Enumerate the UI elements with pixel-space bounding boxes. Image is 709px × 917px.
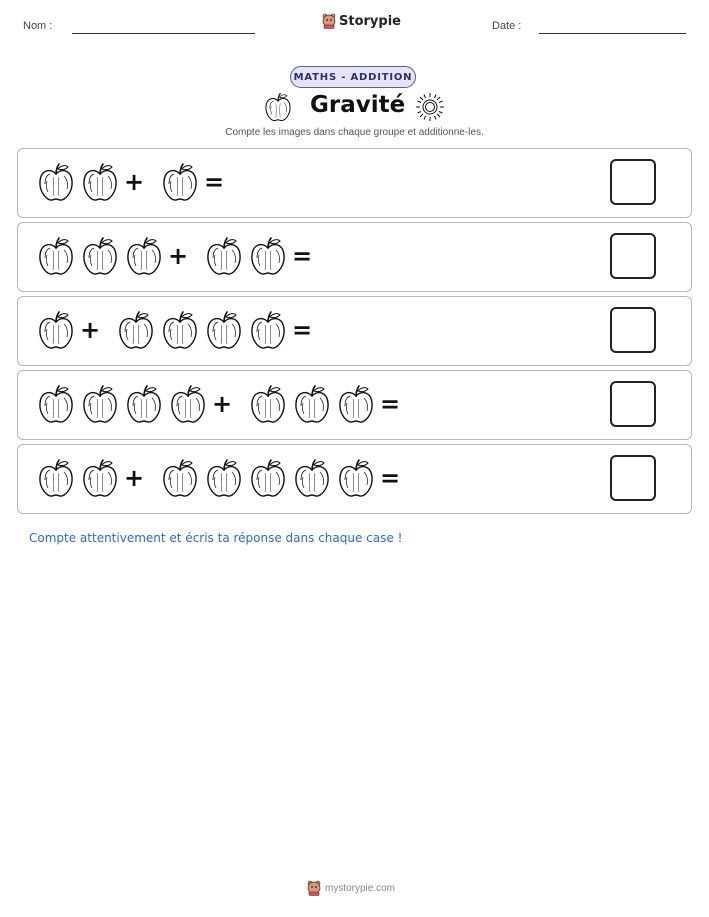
apple-icon <box>294 384 330 424</box>
apple-icon <box>250 458 286 498</box>
problem-row <box>17 222 692 292</box>
name-line[interactable] <box>72 33 255 34</box>
storypie-mascot-icon <box>307 880 321 896</box>
plus-sign: + <box>212 390 233 418</box>
problem-row <box>17 444 692 514</box>
problem-row <box>17 148 692 218</box>
equals-sign: = <box>292 242 313 270</box>
answer-box[interactable] <box>610 307 656 353</box>
answer-box[interactable] <box>610 455 656 501</box>
equals-sign: = <box>204 168 225 196</box>
apple-icon <box>206 236 242 276</box>
problem-row <box>17 370 692 440</box>
apple-icon <box>126 236 162 276</box>
apple-icon <box>82 384 118 424</box>
footer <box>307 880 395 896</box>
equals-sign: = <box>380 464 401 492</box>
footer-url: mystorypie.com <box>325 882 396 894</box>
apple-icon <box>250 310 286 350</box>
apple-icon <box>38 384 74 424</box>
problem-row <box>17 296 692 366</box>
name-label: Nom : <box>23 20 53 32</box>
apple-icon <box>118 310 154 350</box>
plus-sign: + <box>168 242 189 270</box>
equals-sign: = <box>380 390 401 418</box>
equals-sign: = <box>292 316 313 344</box>
apple-icon <box>206 310 242 350</box>
apple-icon <box>162 310 198 350</box>
worksheet-header <box>0 0 709 50</box>
subtitle: Compte les images dans chaque groupe et additionne-les. <box>225 127 484 138</box>
apple-icon <box>82 236 118 276</box>
apple-icon <box>38 310 74 350</box>
date-line[interactable] <box>539 33 686 34</box>
apple-icon <box>206 458 242 498</box>
apple-icon <box>126 384 162 424</box>
apple-icon <box>82 162 118 202</box>
plus-sign: + <box>124 168 145 196</box>
apple-icon <box>338 458 374 498</box>
apple-icon <box>38 458 74 498</box>
instruction-text: Compte attentivement et écris ta réponse dans chaque case ! <box>29 531 403 545</box>
title-row <box>0 92 709 124</box>
apple-icon <box>82 458 118 498</box>
subject-badge: MATHS - ADDITION <box>290 66 416 88</box>
brand-name: Storypie <box>339 13 401 29</box>
apple-icon <box>250 384 286 424</box>
apple-icon <box>338 384 374 424</box>
page-title: Gravité <box>310 92 406 118</box>
plus-sign: + <box>124 464 145 492</box>
answer-box[interactable] <box>610 233 656 279</box>
apple-icon <box>162 162 198 202</box>
plus-sign: + <box>80 316 101 344</box>
apple-icon <box>38 236 74 276</box>
apple-icon <box>250 236 286 276</box>
apple-icon <box>170 384 206 424</box>
date-label: Date : <box>492 20 522 32</box>
apple-icon <box>38 162 74 202</box>
sun-icon <box>415 92 445 122</box>
brand-logo <box>322 13 401 29</box>
storypie-mascot-icon <box>322 13 336 29</box>
apple-icon <box>162 458 198 498</box>
apple-icon <box>264 92 292 122</box>
answer-box[interactable] <box>610 159 656 205</box>
apple-icon <box>294 458 330 498</box>
answer-box[interactable] <box>610 381 656 427</box>
